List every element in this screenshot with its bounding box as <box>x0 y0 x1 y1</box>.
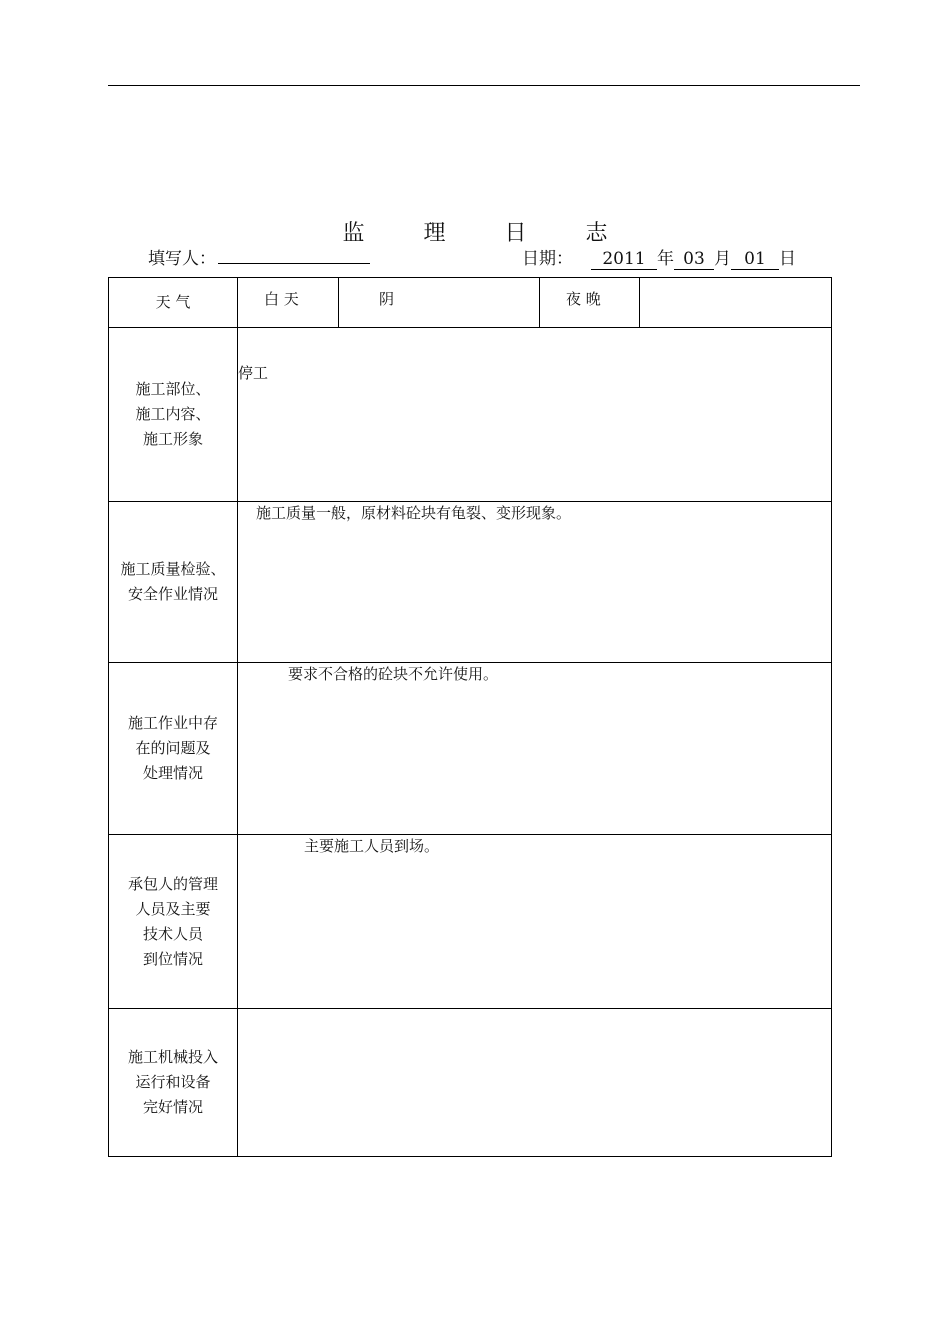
date-year-unit: 年 <box>657 249 674 269</box>
table-row <box>109 835 832 1009</box>
table-row <box>109 1009 832 1157</box>
row-label-line: 处理情况 <box>142 764 203 782</box>
row-label <box>109 663 238 835</box>
daytime-label: 白 天 <box>238 278 339 328</box>
row-label-line: 人员及主要 <box>135 899 211 918</box>
row-label-line: 施工内容、 <box>135 405 211 423</box>
date-line <box>522 244 796 270</box>
row-label-line: 完好情况 <box>142 1098 203 1116</box>
date-day[interactable]: 01 <box>731 249 779 270</box>
page-title: 监 理 日 志 <box>342 221 634 246</box>
row-label <box>109 835 238 1009</box>
weather-row <box>109 278 832 328</box>
row-label <box>109 1009 238 1157</box>
row-label-line: 施工作业中存 <box>127 714 218 732</box>
row-label-line: 施工形象 <box>142 430 203 448</box>
nighttime-label: 夜 晚 <box>540 278 640 328</box>
row-label-line: 安全作业情况 <box>127 585 218 603</box>
table-row <box>109 502 832 663</box>
row-label-line: 承包人的管理 <box>127 874 218 893</box>
table-row <box>109 328 832 502</box>
issues-content[interactable]: 要求不合格的砼块不允许使用。 <box>238 663 832 835</box>
filler-label: 填写人： <box>148 249 216 269</box>
row-label-line: 在的问题及 <box>135 739 211 757</box>
row-label-line: 施工机械投入 <box>127 1048 218 1066</box>
row-label-line: 施工质量检验、 <box>120 560 226 578</box>
row-label <box>109 328 238 502</box>
personnel-content[interactable]: 主要施工人员到场。 <box>238 835 832 1009</box>
filler-field[interactable] <box>218 245 370 264</box>
construction-content[interactable]: 停工 <box>238 328 832 502</box>
row-label-line: 运行和设备 <box>135 1073 211 1091</box>
filler-line <box>148 244 370 269</box>
row-label-line: 技术人员 <box>142 924 203 943</box>
table-row <box>109 663 832 835</box>
weather-label: 天 气 <box>109 278 238 328</box>
row-label-line: 施工部位、 <box>135 380 211 398</box>
date-month[interactable]: 03 <box>674 249 714 270</box>
date-year[interactable]: 2011 <box>591 249 657 270</box>
date-day-unit: 日 <box>779 249 796 269</box>
row-label-line: 到位情况 <box>142 949 203 968</box>
equipment-content[interactable] <box>238 1009 832 1157</box>
header-rule <box>108 85 860 86</box>
nighttime-weather[interactable] <box>640 278 832 328</box>
date-label: 日期： <box>522 249 573 269</box>
daytime-weather[interactable]: 阴 <box>339 278 540 328</box>
date-month-unit: 月 <box>714 249 731 269</box>
quality-content[interactable]: 施工质量一般，原材料砼块有龟裂、变形现象。 <box>238 502 832 663</box>
log-table <box>108 277 832 1157</box>
row-label <box>109 502 238 663</box>
